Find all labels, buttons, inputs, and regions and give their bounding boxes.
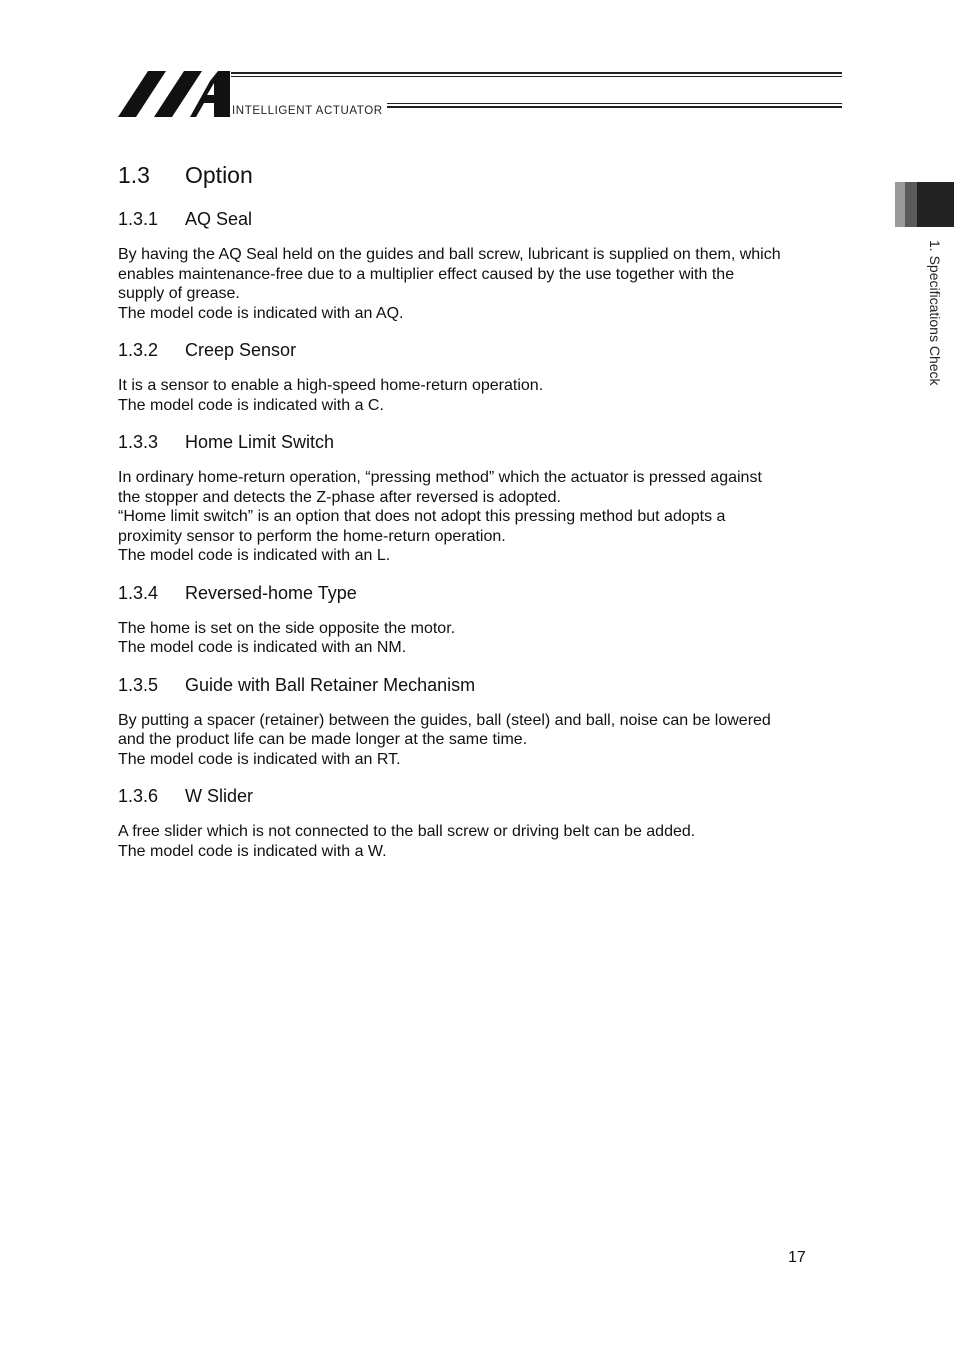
body-line: and the product life can be made longer at the same time.	[118, 731, 528, 748]
body-line: It is a sensor to enable a high-speed home-return operation.	[118, 377, 544, 394]
header-rule-top-2	[231, 76, 842, 77]
body-line: The home is set on the side opposite the motor.	[118, 619, 456, 637]
chapter-tab-mid	[905, 182, 917, 227]
body-line: “Home limit switch” is an option that does not adopt this pressing method but adopts a	[118, 508, 726, 525]
subsection-body	[118, 711, 818, 770]
header-rule-top-1	[231, 72, 842, 74]
subsection-number: 1.3.5	[118, 674, 159, 695]
chapter-side-label: 1. Specifications Check	[927, 240, 943, 386]
body-line: By having the AQ Seal held on the guides and ball screw, lubricant is supplied on them, which	[118, 246, 781, 263]
section-number: 1.3	[118, 162, 150, 188]
section-heading	[118, 158, 818, 192]
subsection-heading	[118, 580, 818, 606]
body-line: supply of grease.	[118, 285, 240, 302]
body-line: The model code is indicated with a C.	[118, 396, 384, 414]
chapter-tab-light	[895, 182, 905, 227]
page-number: 17	[788, 1249, 806, 1266]
body-line: The model code is indicated with a W.	[118, 842, 387, 860]
main-content	[118, 158, 818, 875]
body-line: The model code is indicated with an NM.	[118, 639, 407, 656]
body-line: In ordinary home-return operation, “pressing method” which the actuator is pressed against	[118, 469, 762, 486]
subsection-heading	[118, 672, 818, 698]
subsection-heading	[118, 783, 818, 809]
subsection-body	[118, 822, 818, 861]
subsection-title: W Slider	[185, 786, 254, 806]
iai-logo	[118, 69, 230, 117]
chapter-tab-dark	[917, 182, 954, 227]
header-rule-bottom-2	[387, 106, 842, 108]
subsection-number: 1.3.6	[118, 786, 159, 806]
subsection-number: 1.3.2	[118, 340, 159, 360]
brand-text: INTELLIGENT ACTUATOR	[232, 105, 383, 117]
subsection-heading	[118, 206, 818, 232]
subsection-body	[118, 245, 818, 323]
body-line: The model code is indicated with an AQ.	[118, 304, 404, 322]
subsection-body	[118, 468, 818, 566]
body-line: The model code is indicated with an RT.	[118, 750, 401, 768]
subsection-title: Reversed-home Type	[185, 582, 357, 603]
body-line: proximity sensor to perform the home-return operation.	[118, 527, 506, 545]
body-line: By putting a spacer (retainer) between the guides, ball (steel) and ball, noise can be lowered	[118, 711, 771, 729]
subsection-number: 1.3.3	[118, 432, 159, 452]
subsection-title: AQ Seal	[185, 209, 253, 229]
subsection-title: Creep Sensor	[185, 340, 297, 360]
section-title: Option	[185, 162, 253, 188]
subsection-number: 1.3.1	[118, 209, 159, 229]
subsection-title: Guide with Ball Retainer Mechanism	[185, 674, 476, 695]
subsection-heading	[118, 337, 818, 363]
body-line: The model code is indicated with an L.	[118, 547, 391, 564]
subsection-number: 1.3.4	[118, 582, 159, 603]
header-rule-bottom-1	[387, 103, 842, 104]
body-line: A free slider which is not connected to the ball screw or driving belt can be added.	[118, 823, 696, 840]
subsection-heading	[118, 429, 818, 455]
subsection-body	[118, 376, 818, 415]
body-line: enables maintenance-free due to a multiplier effect caused by the use together with the	[118, 265, 735, 283]
subsection-title: Home Limit Switch	[185, 432, 335, 452]
subsection-body	[118, 619, 818, 658]
body-line: the stopper and detects the Z-phase after reversed is adopted.	[118, 488, 561, 506]
